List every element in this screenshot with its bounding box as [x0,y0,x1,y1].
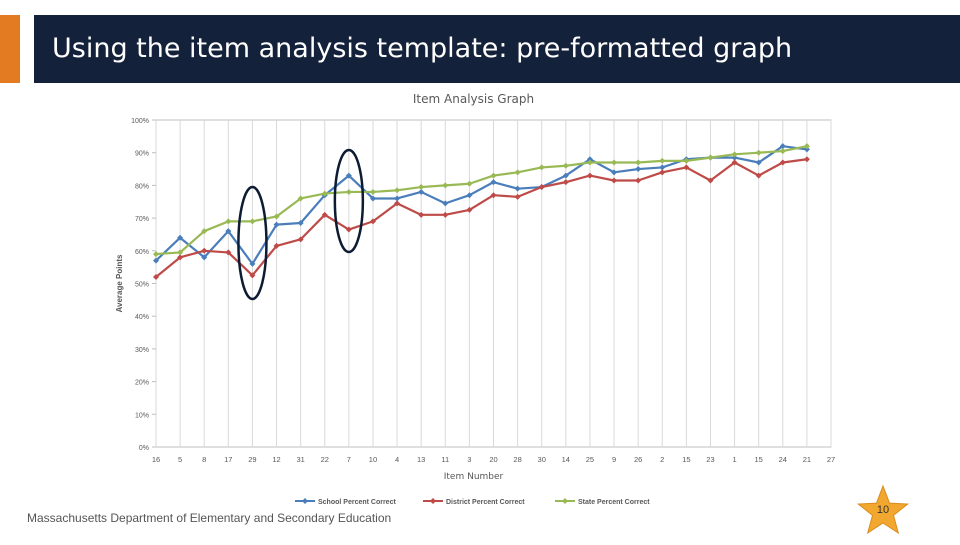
legend-marker [430,498,436,504]
data-point [515,194,521,200]
x-tick-label: 2 [660,455,665,464]
y-tick-label: 80% [134,183,149,191]
x-tick-label: 5 [178,455,183,464]
data-point [394,187,400,193]
x-tick-label: 10 [368,455,378,464]
data-point [491,173,497,179]
x-tick-label: 21 [802,455,812,464]
y-tick-label: 0% [138,445,149,452]
y-axis-label: Average Points [115,254,124,313]
x-tick-label: 25 [585,455,595,464]
x-tick-label: 31 [296,455,305,464]
legend-label: State Percent Correct [578,499,650,506]
data-point [756,150,762,156]
x-tick-label: 14 [561,455,570,464]
data-point [732,151,738,157]
data-point [611,160,617,166]
series-line-1 [156,146,807,264]
data-point [225,218,231,224]
x-axis-label: Item Number [443,472,504,482]
x-tick-label: 15 [682,455,691,464]
x-tick-label: 29 [248,455,257,464]
x-tick-label: 9 [611,455,617,464]
data-point [635,166,641,172]
x-tick-label: 23 [706,455,715,464]
y-tick-label: 40% [134,314,149,322]
legend-marker [302,498,308,504]
data-point [539,164,545,170]
x-tick-label: 13 [417,455,426,464]
series-line-3 [156,146,807,254]
y-tick-label: 70% [134,216,149,224]
x-tick-label: 12 [272,455,281,464]
x-tick-label: 17 [224,455,233,464]
legend-label: School Percent Correct [318,499,396,506]
x-tick-label: 7 [346,455,351,464]
y-tick-label: 50% [134,281,149,289]
y-tick-label: 10% [134,412,149,420]
data-point [780,148,786,154]
data-point [442,182,448,188]
x-tick-label: 22 [320,455,329,464]
series-line-2 [156,159,807,277]
x-tick-label: 20 [489,455,498,464]
legend-marker [562,498,568,504]
data-point [515,186,521,192]
data-point [563,179,569,185]
slide-title: Using the item analysis template: pre-formatted graph [52,33,793,64]
data-point [611,177,617,183]
data-point [804,156,810,162]
data-point [153,251,159,257]
chart-title: Item Analysis Graph [412,92,535,106]
data-point [346,189,352,195]
data-point [249,218,255,224]
data-point [201,248,207,254]
x-tick-label: 3 [467,455,472,464]
y-tick-label: 30% [134,346,149,354]
data-point [635,177,641,183]
data-point [418,184,424,190]
y-tick-label: 90% [134,150,149,158]
data-point [587,173,593,179]
y-tick-label: 100% [131,118,149,125]
x-tick-label: 11 [441,455,450,464]
data-point [635,160,641,166]
legend-label: District Percent Correct [446,499,525,506]
x-tick-label: 26 [633,455,643,464]
page-number-badge [855,484,911,540]
x-tick-label: 4 [394,455,400,464]
page-number: 10 [876,504,890,516]
data-point [442,212,448,218]
x-tick-label: 15 [754,455,763,464]
x-tick-label: 16 [151,455,161,464]
data-point [659,169,665,175]
x-tick-label: 30 [537,455,546,464]
data-point [563,163,569,169]
x-tick-label: 27 [826,455,836,464]
data-point [659,158,665,164]
footer-text: Massachusetts Department of Elementary and Secondary Education [27,511,392,525]
x-tick-label: 28 [513,455,522,464]
x-tick-label: 24 [778,455,787,464]
data-point [707,155,713,161]
data-point [466,181,472,187]
y-tick-label: 20% [134,379,149,387]
data-point [515,169,521,175]
y-tick-label: 60% [134,248,149,256]
x-tick-label: 8 [202,455,207,464]
data-point [370,189,376,195]
x-tick-label: 1 [732,455,737,464]
